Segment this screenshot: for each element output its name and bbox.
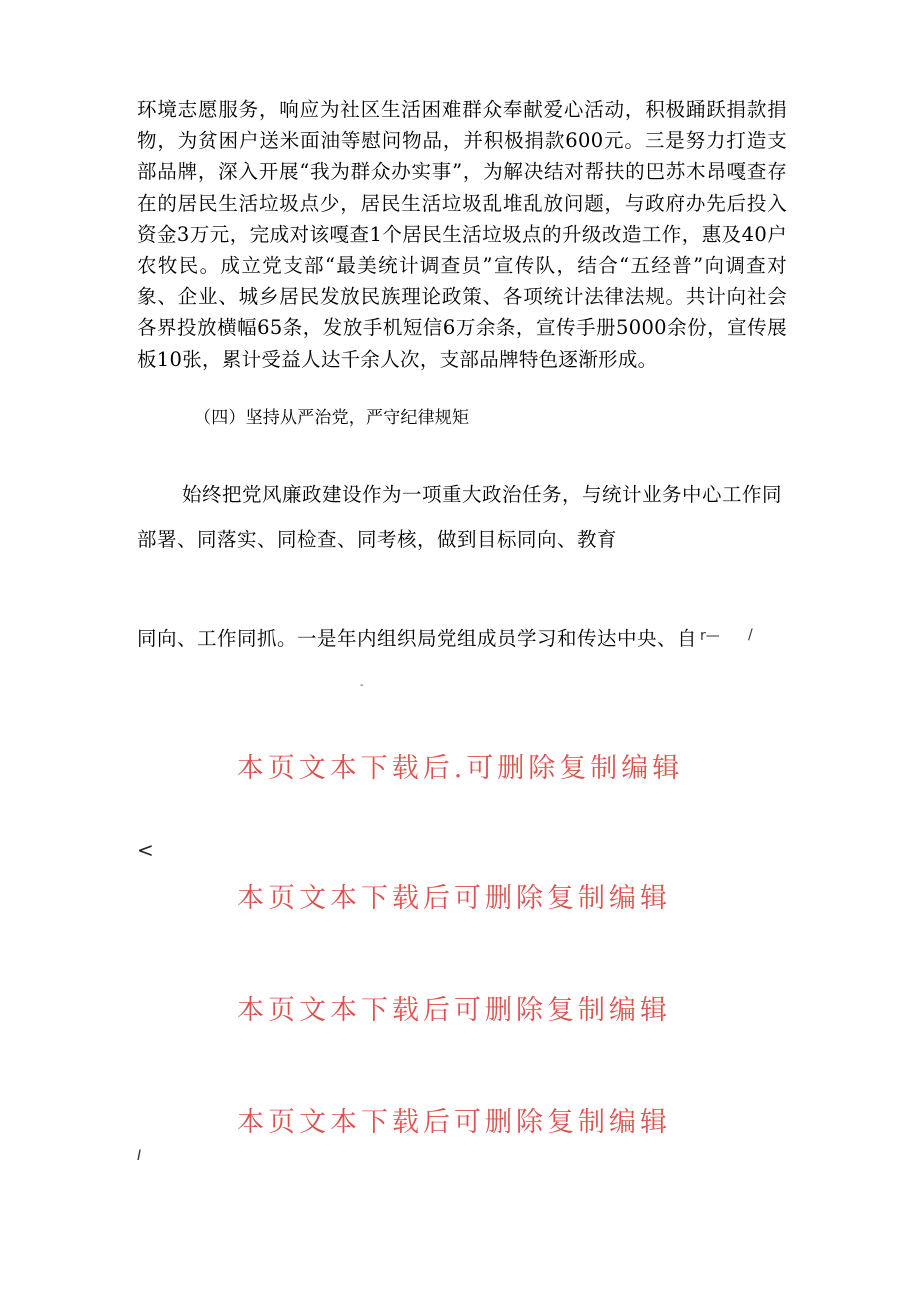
watermark-notice-1: 本页文本下载后.可删除复制编辑	[236, 753, 684, 784]
watermark-notice-2: 本页文本下载后可删除复制编辑	[237, 883, 671, 914]
body-line-b: 部署、同落实、同检查、同考核，做到目标同向、教育	[137, 528, 618, 551]
body-line-c: 同向、工作同抓。一是年内组织局党组成员学习和传达中央、自	[137, 627, 698, 650]
watermark-notice-4: 本页文本下载后可删除复制编辑	[237, 1107, 671, 1138]
body-paragraph-1: 环境志愿服务，响应为社区生活困难群众奉献爱心活动，积极踊跃捐款捐物，为贫困户送米面油等慰问物品，并积极捐款600元。三是努力打造支部品牌，深入开展“我为群众办实事”，为解决结对帮扶的巴苏木昂嘎查存在的居民生活垃圾点少，居民生活垃圾乱堆乱放问题，与政府办先后投入资金3万元，完成对该嘎查1个居民生活垃圾点的升级改造工作，惠及40户农牧民。成立党支部“最美统计调查员”宣传队，结合“五经普”向调查对象、企业、城乡居民发放民族理论政策、各项统计法律法规。共计向社会各界投放横幅65条，发放手机短信6万余条，宣传手册5000余份，宣传展板10张，累计受益人达千余人次，支部品牌特色逐渐形成。	[137, 98, 787, 371]
watermark-notice-3: 本页文本下载后可删除复制编辑	[237, 995, 671, 1026]
scan-artifact-4: <	[137, 838, 154, 862]
scan-artifact-1: r—	[700, 628, 720, 644]
scan-artifact-5: I	[137, 1148, 142, 1164]
body-line-a: 始终把党风廉政建设作为一项重大政治任务，与统计业务中心工作同	[182, 483, 783, 506]
section-heading-4: （四）坚持从严治党，严守纪律规矩	[194, 408, 470, 428]
scan-artifact-2: /	[748, 627, 753, 643]
scan-artifact-3: -	[360, 680, 364, 691]
